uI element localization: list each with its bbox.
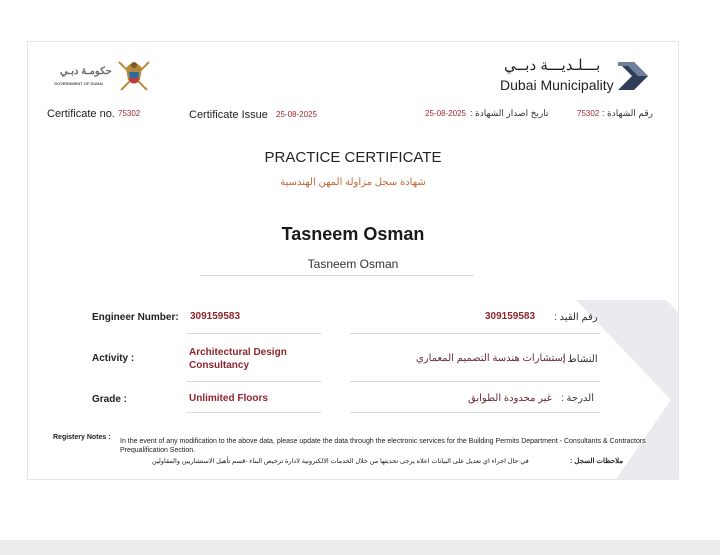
grade-label: Grade : <box>92 394 128 405</box>
engineer-divider-right <box>350 333 600 334</box>
registry-notes-text-line2: Prequalification Section. <box>120 447 196 454</box>
activity-value-ar: إستشارات هندسة التصميم المعماري <box>416 353 566 364</box>
registry-notes-text-line1: In the event of any modification to the above data, please update the data through the electronic services for the Building Permits Department - Consultants & Contractors <box>120 438 646 445</box>
grade-value-ar: غير محدودة الطوابق <box>468 393 552 404</box>
grade-divider-right <box>350 412 600 413</box>
gov-logo-text-ar: حكومـة دبـي <box>60 66 112 77</box>
activity-label: Activity : <box>92 353 135 364</box>
activity-value-line2: Consultancy <box>189 360 250 371</box>
name-divider <box>200 275 474 276</box>
activity-value-line1: Architectural Design <box>189 347 287 358</box>
dm-logo-text-ar: بـــلـديـــة دبــي <box>504 57 601 74</box>
grade-divider-left <box>186 412 321 413</box>
gov-emblem-icon <box>114 54 154 94</box>
engineer-divider-left <box>186 333 321 334</box>
gov-logo-text-en: GOVERNMENT OF DUBAI <box>54 81 104 86</box>
dm-logo-text-en: Dubai Municipality <box>500 77 614 93</box>
holder-name: Tasneem Osman <box>281 224 425 244</box>
cert-no-label: Certificate no. <box>47 108 115 120</box>
grade-label-ar: الدرجة : <box>561 393 595 404</box>
dubai-municipality-logo <box>498 54 658 94</box>
issue-label: Certificate Issue <box>189 109 268 121</box>
activity-label-ar: النشاط : <box>562 354 598 365</box>
certificate-title-ar: شهادة سجل مزاولة المهن الهندسية <box>280 177 426 188</box>
dm-chevron-icon <box>616 62 650 90</box>
activity-divider-left <box>186 381 321 382</box>
gov-dubai-logo <box>50 54 155 94</box>
registry-notes-text-ar: في حال اجراء اي تعديل على البيانات اعلاه يرجى تحديثها من خلال الخدمات الالكترونية لادارة ترخيص البناء -قسم تأهيل الاستشاريين والمقاولين <box>152 458 529 465</box>
engineer-number-label-ar: رقم القيد : <box>554 312 598 323</box>
registry-notes-label: Registery Notes : <box>53 434 111 441</box>
engineer-number-value: 309159583 <box>190 311 241 322</box>
registry-notes-label-ar: ملاحظات السجل : <box>570 458 624 465</box>
engineer-number-label: Engineer Number: <box>92 312 179 323</box>
cert-no-label-ar: رقم الشهادة : <box>602 108 654 118</box>
cert-no-value: 75302 <box>118 109 141 118</box>
issue-label-ar: تاريخ اصدار الشهادة : <box>470 108 549 118</box>
issue-value: 25-08-2025 <box>276 110 317 119</box>
grade-value: Unlimited Floors <box>189 393 268 404</box>
watermark-chevron-icon <box>576 300 678 479</box>
cert-no-value-ar: 75302 <box>577 109 600 118</box>
certificate-card <box>27 41 679 480</box>
holder-name-secondary: Tasneem Osman <box>307 257 399 271</box>
activity-divider-right <box>350 381 600 382</box>
certificate-title: PRACTICE CERTIFICATE <box>264 149 442 166</box>
engineer-number-value-ar: 309159583 <box>485 311 536 322</box>
issue-value-ar: 25-08-2025 <box>425 109 466 118</box>
